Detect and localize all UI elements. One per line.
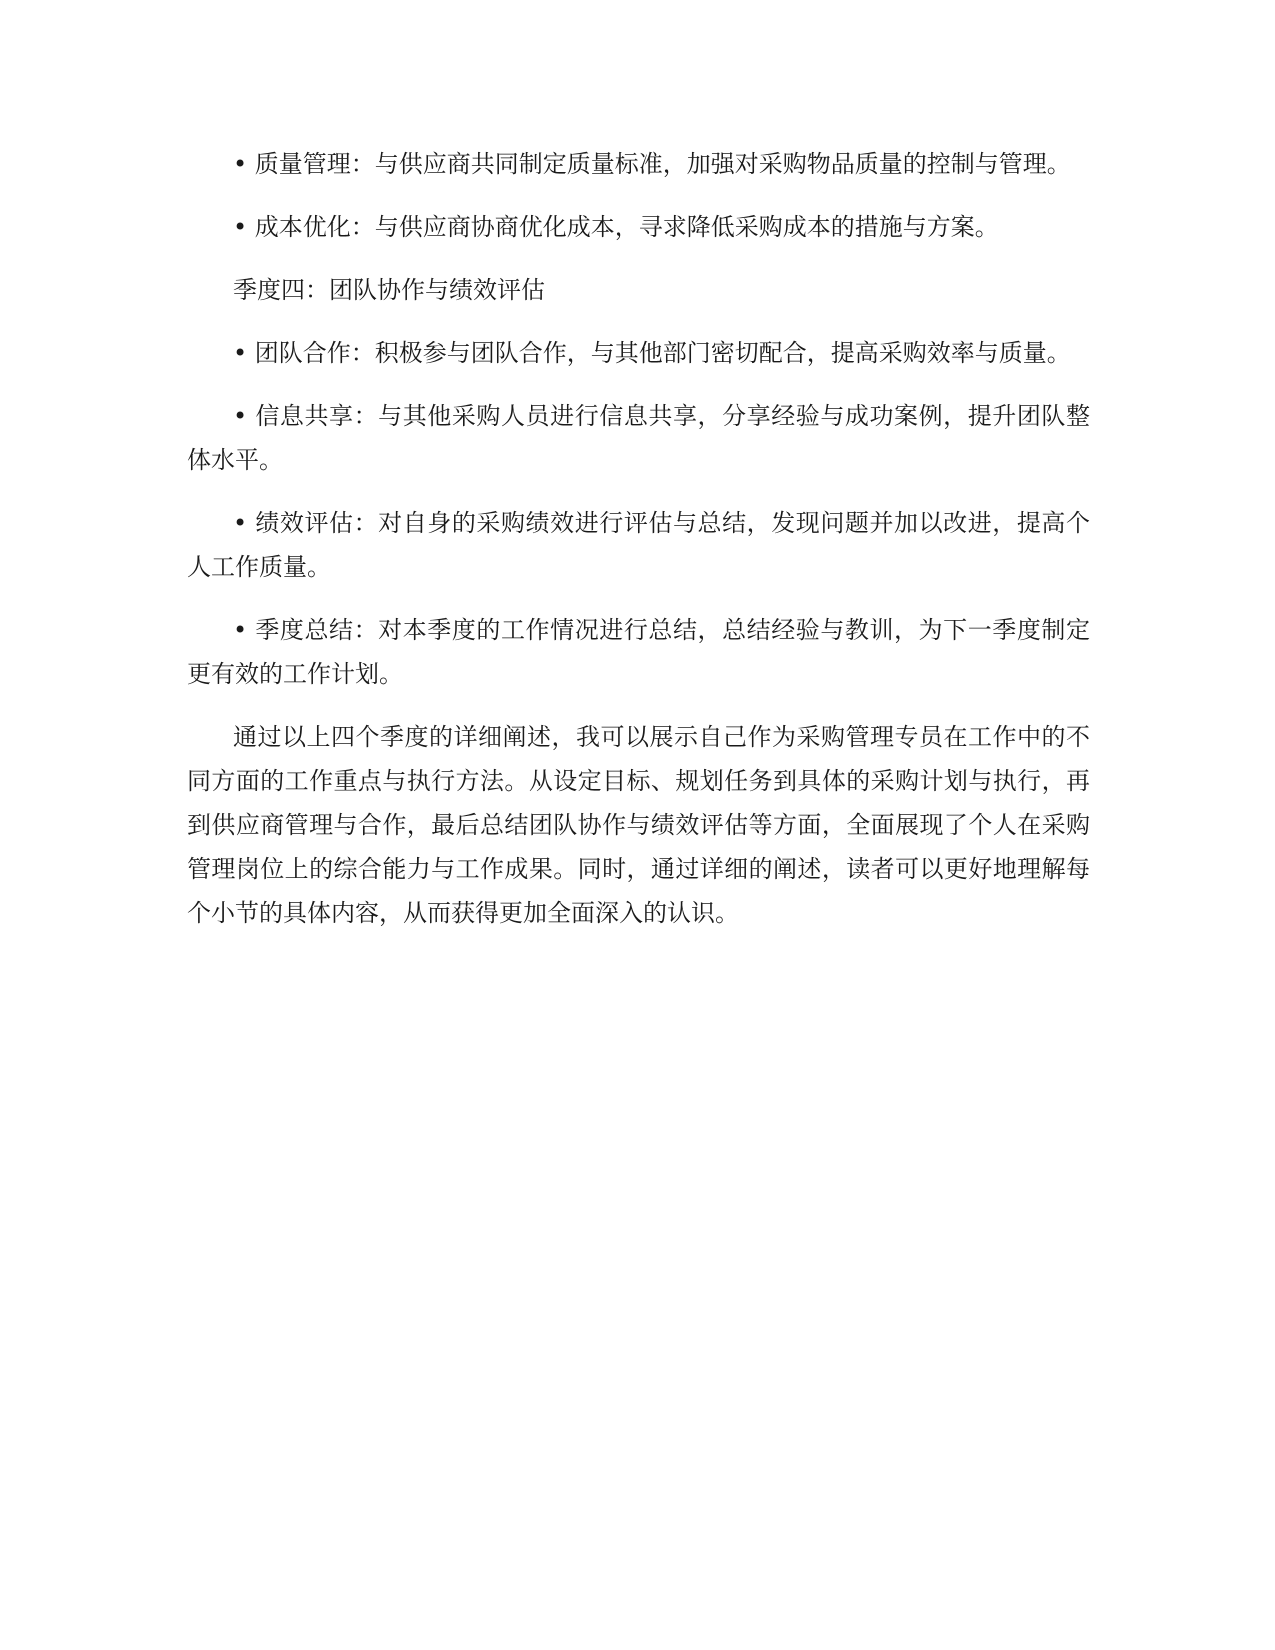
bullet-cost-optimization: • 成本优化：与供应商协商优化成本，寻求降低采购成本的措施与方案。 <box>233 213 999 241</box>
bullet-quarter-summary: • 季度总结：对本季度的工作情况进行总结，总结经验与教训，为下一季度制定更有效的工作计划。 <box>187 616 1090 688</box>
bullet-quality-management: • 质量管理：与供应商共同制定质量标准，加强对采购物品质量的控制与管理。 <box>233 150 1071 178</box>
bullet-info-sharing: • 信息共享：与其他采购人员进行信息共享，分享经验与成功案例，提升团队整体水平。 <box>187 402 1090 474</box>
section-heading-q4: 季度四：团队协作与绩效评估 <box>233 276 545 304</box>
bullet-teamwork: • 团队合作：积极参与团队合作，与其他部门密切配合，提高采购效率与质量。 <box>233 339 1071 367</box>
bullet-performance-review: • 绩效评估：对自身的采购绩效进行评估与总结，发现问题并加以改进，提高个人工作质量。 <box>187 509 1090 581</box>
document-body <box>187 142 1090 954</box>
closing-paragraph: 通过以上四个季度的详细阐述，我可以展示自己作为采购管理专员在工作中的不同方面的工作重点与执行方法。从设定目标、规划任务到具体的采购计划与执行，再到供应商管理与合作，最后总结团队协作与绩效评估等方面，全面展现了个人在采购管理岗位上的综合能力与工作成果。同时，通过详细的阐述，读者可以更好地理解每个小节的具体内容，从而获得更加全面深入的认识。 <box>187 723 1090 927</box>
